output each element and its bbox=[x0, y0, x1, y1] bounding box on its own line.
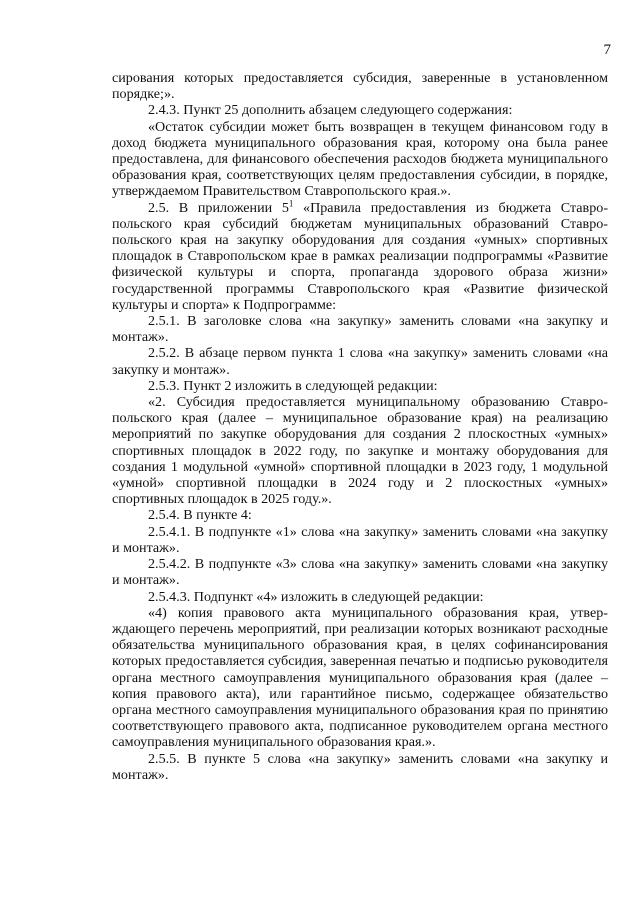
paragraph-text-start: 2.5. В приложении 5 bbox=[148, 199, 289, 216]
paragraph-text-rest: «Правила предоставления из бюджета Ставропольского края субсидий бюджетам муниципальных образований Ставропольского края на закупку оборудования для создания «умных» спортивных площадок в Ставропольском крае в рамках реализации подпрограммы «Развитие физической культуры и спорта, пропаганда здорового образа жизни» государственной программы Ставропольского края «Развитие физической культуры и спорта» к Подпрограмме: bbox=[112, 199, 609, 313]
paragraph: 2.5.4.2. В подпункте «3» слова «на закупку» заменить словами «на закупку и монтаж». bbox=[112, 556, 608, 589]
paragraph bbox=[112, 197, 609, 313]
paragraph: «4) копия правового акта муниципального образования края, утверждающего перечень мероприятий, при реализации которых возникают расходные обязательства муниципального образования края, в целях софинансирования которых предоставляется субсидия, заверенная печатью и подписью руководителя органа местного самоуправления муниципального образования края (далее – копия правового акта), или гарантийное письмо, содержащее обязательство органа местного самоуправления муниципального образования края по принятию соответствующего правового акта, подписанное руководителем органа местного самоуправления муниципального образования края.». bbox=[112, 604, 608, 751]
paragraph: «2. Субсидия предоставляется муниципальному образованию Ставропольского края (далее – муниципальное образование края) на реализацию мероприятий по закупке оборудования для создания 2 плоскостных «умных» спортивных площадок в 2022 году, по закупке и монтажу оборудования для создания 1 модульной «умной» спортивной площадки в 2023 году, 1 модульной «умной» спортивной площадки в 2024 году и 2 плоскостных «умных» спортивных площадок в 2025 году.». bbox=[112, 394, 608, 508]
paragraph: 2.5.2. В абзаце первом пункта 1 слова «на закупку» заменить словами «на закупку и монтаж». bbox=[112, 345, 608, 378]
superscript-index: 1 bbox=[288, 197, 294, 208]
document-body bbox=[112, 70, 608, 783]
page-number: 7 bbox=[603, 42, 611, 58]
paragraph: 2.5.3. Пункт 2 изложить в следующей редакции: bbox=[148, 377, 438, 394]
paragraph: 2.5.5. В пункте 5 слова «на закупку» заменить словами «на закупку и монтаж». bbox=[112, 750, 608, 783]
paragraph: 2.5.4.1. В подпункте «1» слова «на закупку» заменить словами «на закупку и монтаж». bbox=[112, 523, 608, 556]
paragraph: сирования которых предоставляется субсидия, заверенные в установленном порядке;». bbox=[112, 70, 608, 103]
paragraph: «Остаток субсидии может быть возвращен в текущем финансовом году в доход бюджета муниципального образования края, которому она была ранее предоставлена, для финансового обеспечения расходов бюджета муниципального образования края, соответствующих целям предоставления субсидии, в порядке, утверждаемом Правительством Ставропольского края.». bbox=[112, 118, 608, 200]
paragraph: 2.5.1. В заголовке слова «на закупку» заменить словами «на закупку и монтаж». bbox=[112, 313, 608, 346]
paragraph: 2.4.3. Пункт 25 дополнить абзацем следующего содержания: bbox=[148, 102, 513, 119]
paragraph: 2.5.4.3. Подпункт «4» изложить в следующей редакции: bbox=[148, 588, 484, 605]
paragraph: 2.5.4. В пункте 4: bbox=[148, 507, 252, 524]
